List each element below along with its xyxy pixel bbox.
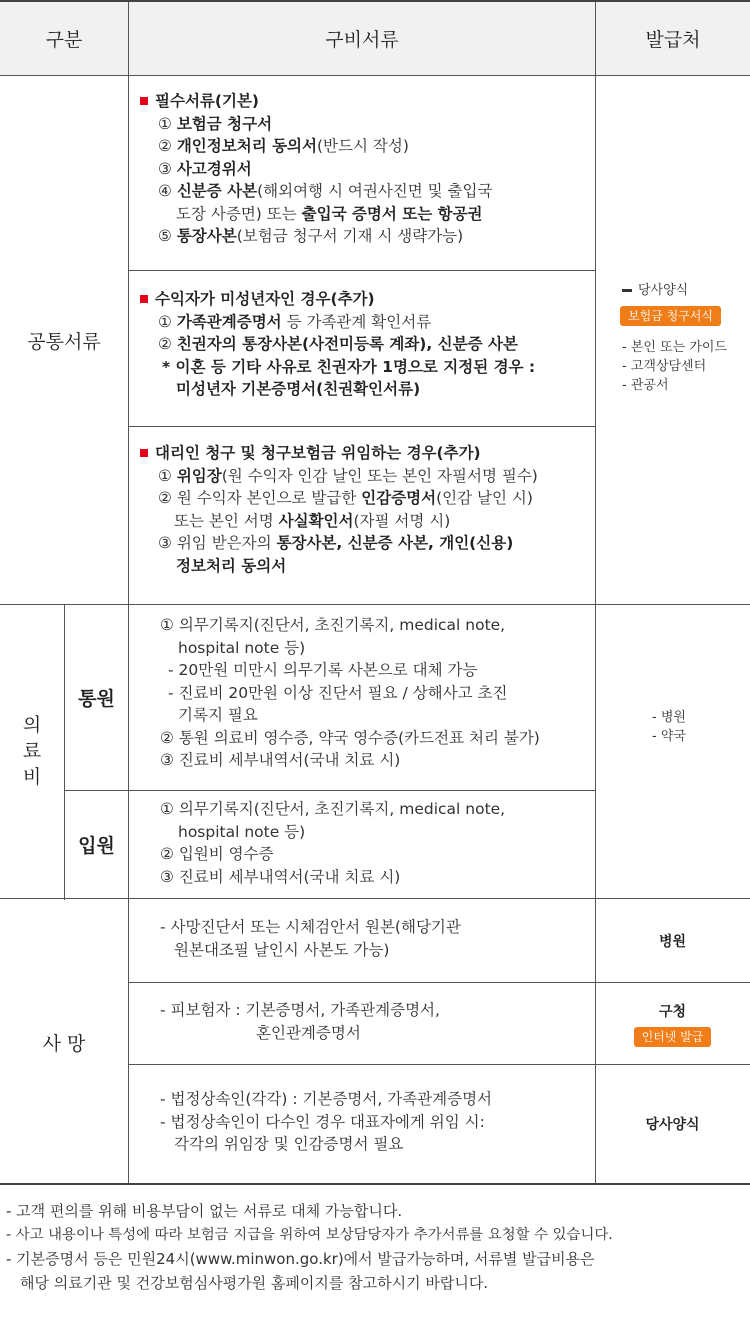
block-title: 필수서류(기본) <box>140 90 595 113</box>
dash-icon <box>622 289 632 292</box>
red-square-icon <box>140 97 148 105</box>
medical-source: - 병원 - 약국 <box>652 710 686 744</box>
header-documents: 구비서류 <box>325 28 399 51</box>
source-badge: 보험금 청구서식 <box>620 306 747 326</box>
footnote: - 기본증명서 등은 민원24시(www.minwon.go.kr)에서 발급가능하며, 서류별 발급비용은 <box>6 1250 595 1268</box>
header-issuer: 발급처 <box>645 28 701 51</box>
divider <box>128 270 595 271</box>
list-item: 도장 사증면) 또는 출입국 증명서 또는 항공권 <box>176 204 483 223</box>
list-item: ④ 신분증 사본(해외여행 시 여권사진면 및 출입국 <box>158 182 493 200</box>
footnote: 해당 의료기관 및 건강보험심사평가원 홈페이지를 참고하시기 바랍니다. <box>20 1274 489 1292</box>
common-source <box>622 281 747 395</box>
block-title: 대리인 청구 및 청구보험금 위임하는 경우(추가) <box>140 442 595 465</box>
block-title: 수익자가 미성년자인 경우(추가) <box>140 288 595 311</box>
header-category: 구분 <box>45 28 83 51</box>
list-item: ① 의무기록지(진단서, 초진기록지, medical note, <box>160 800 506 818</box>
red-square-icon <box>140 295 148 303</box>
divider <box>128 426 595 427</box>
list-item: ① 위임장(원 수익자 인감 날인 또는 본인 자필서명 필수) <box>158 466 538 485</box>
list-item: - 법정상속인(각각) : 기본증명서, 가족관계증명서 <box>160 1090 493 1108</box>
category-common: 공통서류 <box>27 330 101 353</box>
list-item: * 이혼 등 기타 사유로 친권자가 1명으로 지정된 경우 : <box>162 357 536 376</box>
outpatient-docs <box>160 614 595 772</box>
list-item: - 진료비 20만원 이상 진단서 필요 / 상해사고 초진 <box>168 683 508 702</box>
list-item: ③ 진료비 세부내역서(국내 치료 시) <box>160 867 401 886</box>
death-row3-source: 당사양식 <box>645 1117 700 1133</box>
list-item: ② 개인정보처리 동의서(반드시 작성) <box>158 137 409 155</box>
list-item: ② 통원 의료비 영수증, 약국 영수증(카드전표 처리 불가) <box>160 728 540 747</box>
list-item: 또는 본인 서명 사실확인서(자필 서명 시) <box>174 511 451 530</box>
list-item: ① 가족관계증명서 등 가족관계 확인서류 <box>158 312 432 331</box>
proxy-claim-block <box>140 442 595 577</box>
list-item: - 사망진단서 또는 시체검안서 원본(해당기관 <box>160 918 461 936</box>
source-list: - 본인 또는 가이드 - 고객상담센터 - 관공서 <box>622 340 727 393</box>
footnotes <box>6 1199 750 1295</box>
list-item: hospital note 등) <box>178 638 306 657</box>
death-row2-docs <box>160 999 595 1044</box>
required-docs-block <box>140 90 595 248</box>
divider <box>128 2 129 1183</box>
category-death: 사 망 <box>42 1032 86 1055</box>
death-row1-docs <box>160 916 595 961</box>
category-medical: 의 료 비 <box>22 714 42 788</box>
list-item: ② 입원비 영수증 <box>160 845 274 863</box>
list-item: ① 의무기록지(진단서, 초진기록지, medical note, <box>160 616 506 634</box>
source-dash-item: 당사양식 <box>622 281 747 300</box>
list-item: 원본대조필 날인시 사본도 가능) <box>174 940 390 959</box>
list-item: ③ 사고경위서 <box>158 159 252 178</box>
category-inpatient: 입원 <box>78 835 115 857</box>
list-item: ② 원 수익자 본인으로 발급한 인감증명서(인감 날인 시) <box>158 489 533 507</box>
list-item: 각각의 위임장 및 인감증명서 필요 <box>174 1135 404 1153</box>
death-row2-source: 구청 인터넷 발급 <box>595 983 750 1064</box>
internet-issue-badge: 인터넷 발급 <box>634 1027 712 1047</box>
divider <box>64 790 595 791</box>
list-item: - 피보험자 : 기본증명서, 가족관계증명서, <box>160 1001 440 1019</box>
death-row3-docs <box>160 1088 595 1156</box>
list-item: 기록지 필요 <box>178 706 258 724</box>
table-header <box>0 2 750 76</box>
red-square-icon <box>140 449 148 457</box>
list-item: ① 보험금 청구서 <box>158 114 273 133</box>
minor-beneficiary-block <box>140 288 595 401</box>
footnote: - 사고 내용이나 특성에 따라 보험금 지급을 위하여 보상담당자가 추가서류를 요청할 수 있습니다. <box>6 1227 613 1243</box>
footnote: - 고객 편의를 위해 비용부담이 없는 서류로 대체 가능합니다. <box>6 1202 403 1220</box>
death-row1-source: 병원 <box>658 933 687 950</box>
inpatient-docs <box>160 798 595 888</box>
list-item: ③ 위임 받은자의 통장사본, 신분증 사본, 개인(신용) <box>158 534 514 552</box>
list-item: ⑤ 통장사본(보험금 청구서 기재 시 생략가능) <box>158 227 464 245</box>
list-item: ③ 진료비 세부내역서(국내 치료 시) <box>160 751 401 769</box>
list-item: hospital note 등) <box>178 822 306 841</box>
category-outpatient: 통원 <box>78 688 115 710</box>
list-item: - 20만원 미만시 의무기록 사본으로 대체 가능 <box>168 661 478 679</box>
list-item: 혼인관계증명서 <box>256 1023 361 1042</box>
list-item: - 법정상속인이 다수인 경우 대표자에게 위임 시: <box>160 1112 485 1131</box>
list-item: 정보처리 동의서 <box>176 556 287 575</box>
list-item: ② 친권자의 통장사본(사전미등록 계좌), 신분증 사본 <box>158 335 518 353</box>
list-item: 미성년자 기본증명서(친권확인서류) <box>176 380 421 398</box>
